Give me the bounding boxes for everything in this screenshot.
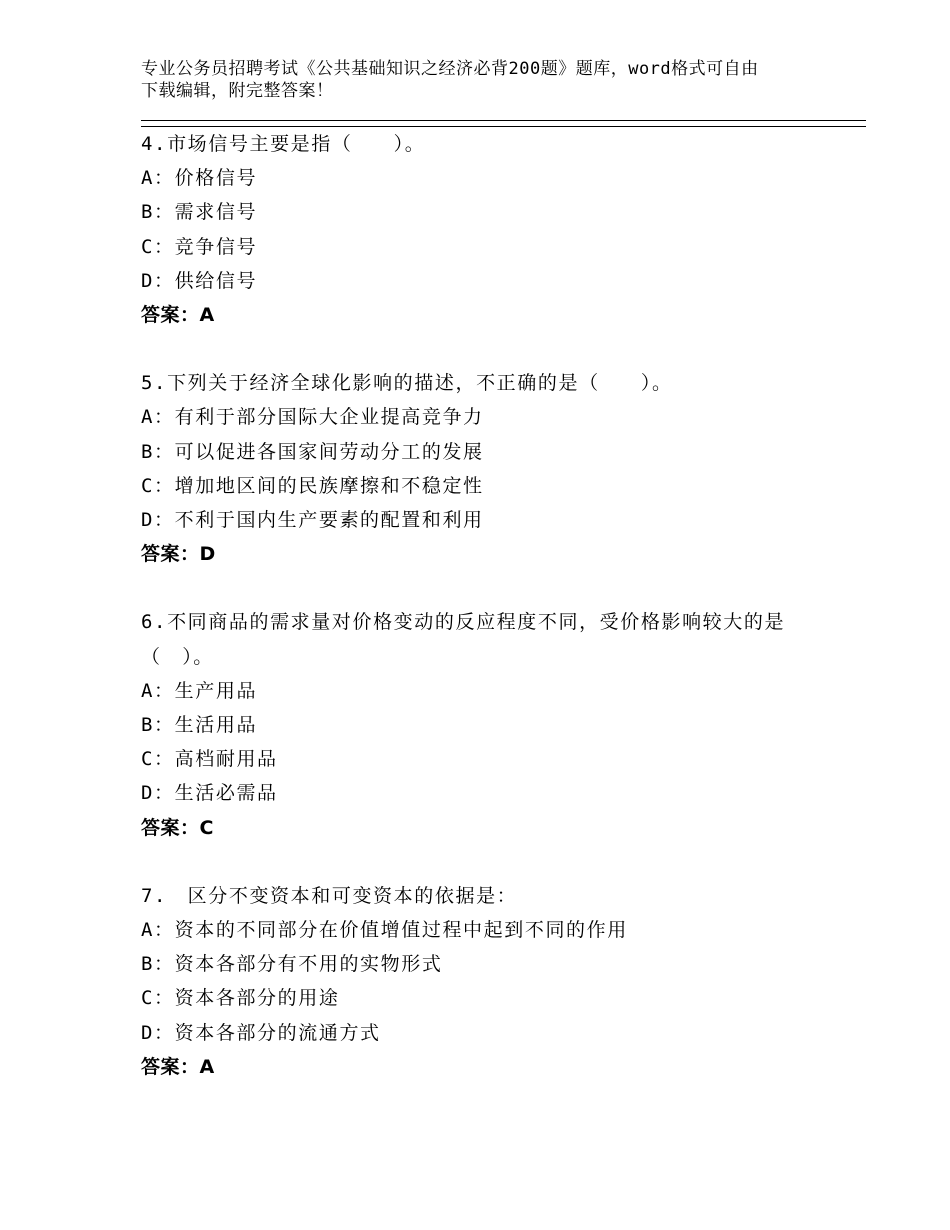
question-7	[141, 879, 831, 1084]
option-c: C：增加地区间的民族摩擦和不稳定性	[141, 474, 484, 497]
option-c: C：竞争信号	[141, 235, 258, 258]
answer-label: 答案：C	[141, 816, 214, 839]
question-5	[141, 366, 831, 571]
header-line-1: 专业公务员招聘考试《公共基础知识之经济必背200题》题库，word格式可自由	[141, 59, 759, 79]
option-d: D：不利于国内生产要素的配置和利用	[141, 509, 484, 532]
question-list	[141, 127, 831, 1118]
question-stem: 7. 区分不变资本和可变资本的依据是：	[141, 884, 518, 907]
question-stem: 4.市场信号主要是指（ ）。	[141, 133, 426, 155]
option-d: D：生活必需品	[141, 782, 278, 805]
answer-label: 答案：D	[141, 543, 216, 566]
option-b: B：可以促进各国家间劳动分工的发展	[141, 440, 484, 463]
option-b: B：资本各部分有不用的实物形式	[141, 953, 443, 976]
question-stem: 5.下列关于经济全球化影响的描述，不正确的是（ ）。	[141, 372, 673, 395]
question-stem: 6.不同商品的需求量对价格变动的反应程度不同，受价格影响较大的是（ ）。	[141, 611, 786, 668]
header-line-2: 下载编辑，附完整答案！	[141, 81, 334, 101]
option-a: A：资本的不同部分在价值增值过程中起到不同的作用	[141, 919, 628, 942]
answer-label: 答案：A	[141, 1055, 215, 1078]
question-6	[141, 605, 831, 844]
option-c: C：资本各部分的用途	[141, 987, 340, 1010]
option-b: B：生活用品	[141, 714, 258, 737]
option-a: A：生产用品	[141, 679, 258, 702]
question-4	[141, 127, 831, 332]
option-a: A：价格信号	[141, 167, 258, 190]
option-b: B：需求信号	[141, 201, 258, 224]
option-a: A：有利于部分国际大企业提高竞争力	[141, 406, 484, 429]
header-double-rule	[141, 120, 866, 127]
option-d: D：资本各部分的流通方式	[141, 1021, 381, 1044]
answer-label: 答案：A	[141, 304, 215, 327]
option-d: D：供给信号	[141, 269, 258, 292]
document-header	[141, 58, 821, 102]
option-c: C：高档耐用品	[141, 748, 278, 771]
